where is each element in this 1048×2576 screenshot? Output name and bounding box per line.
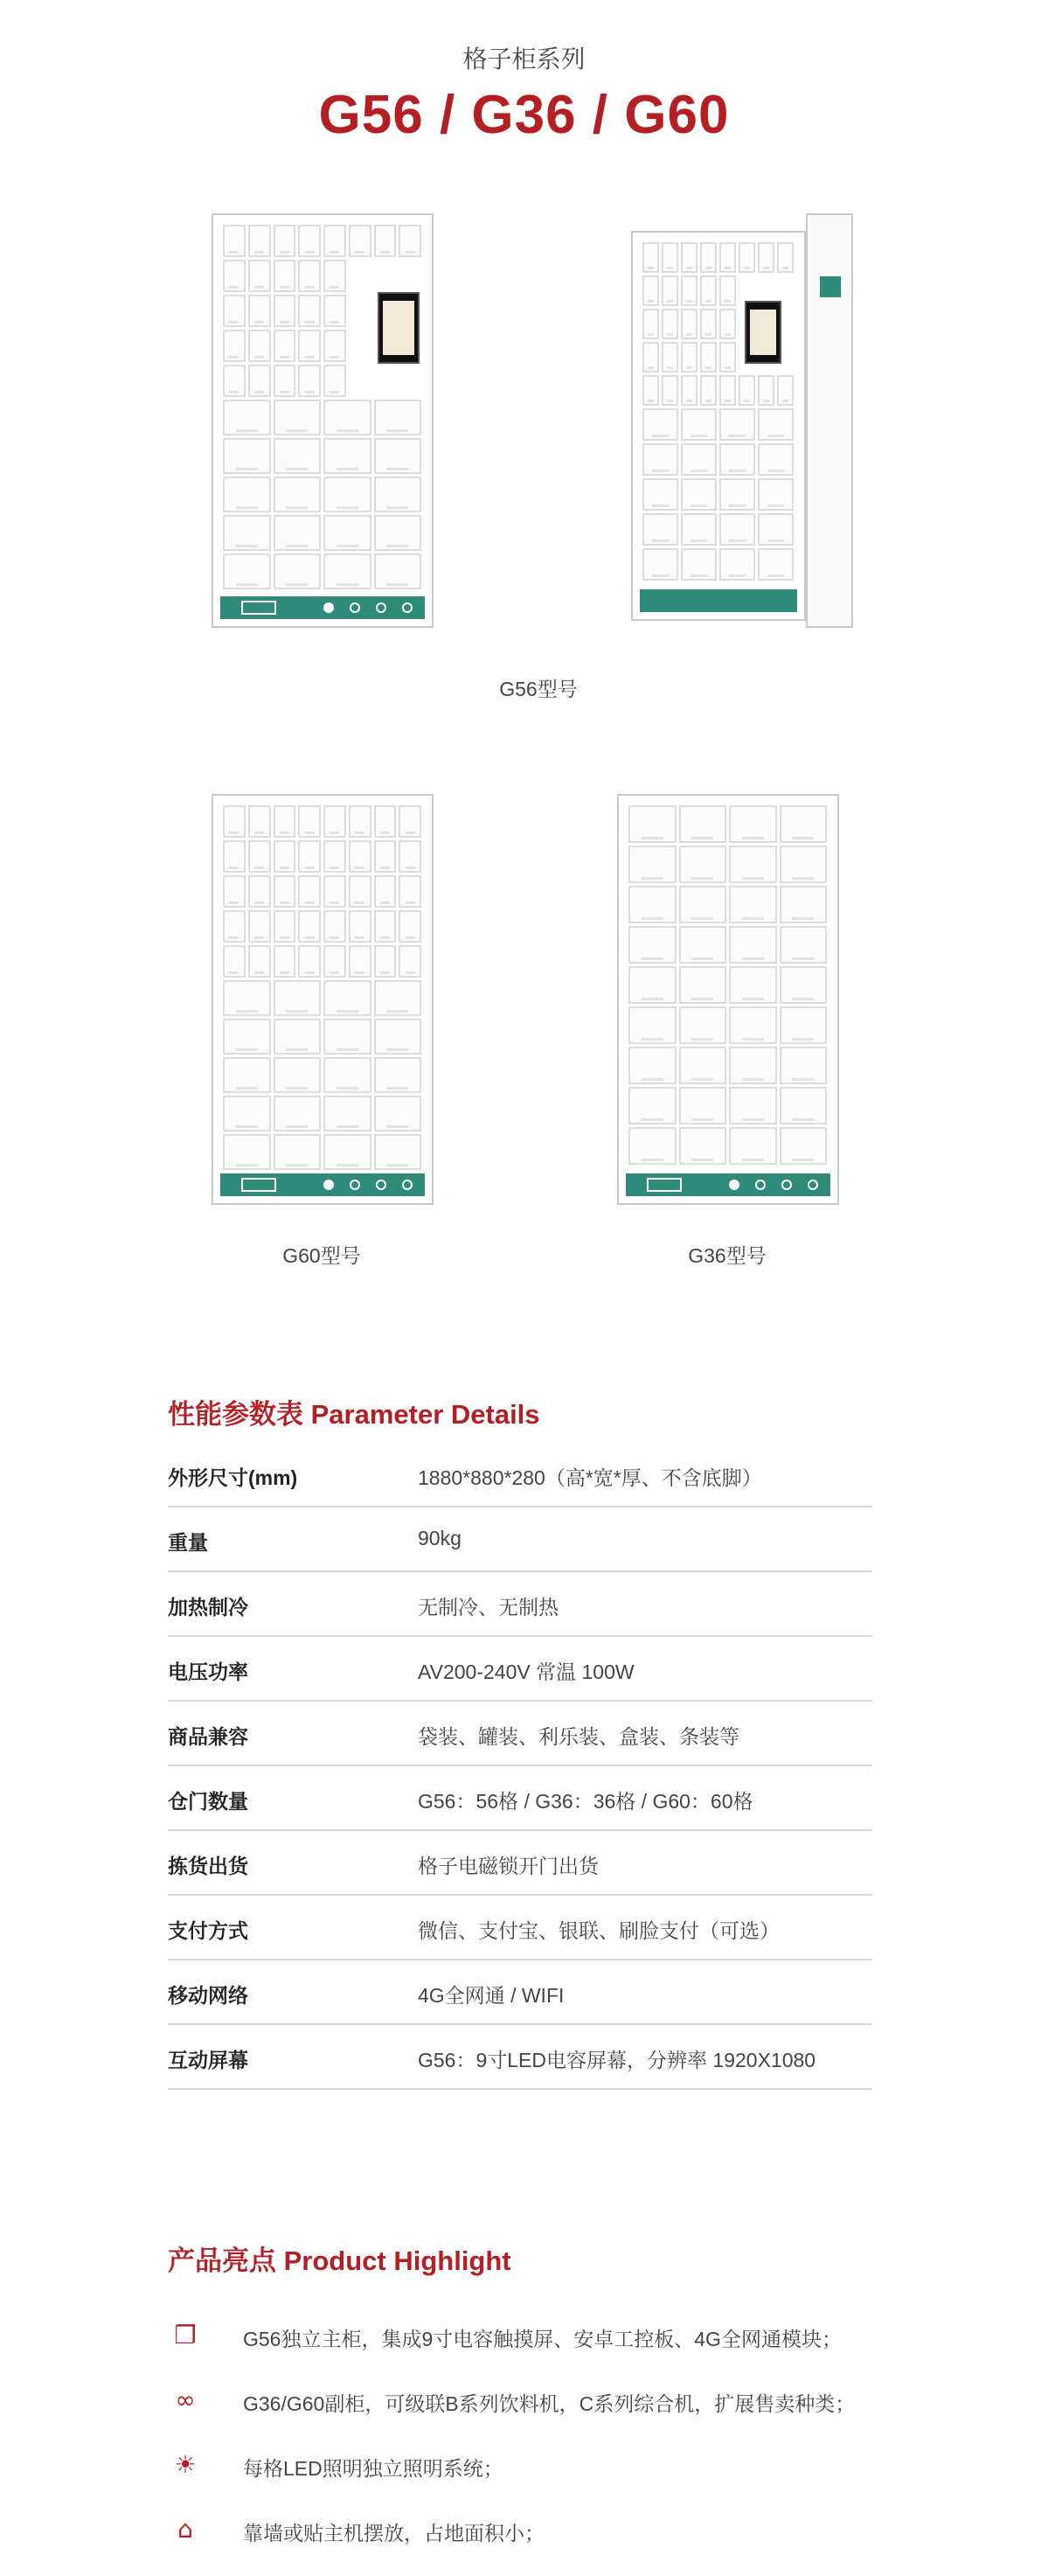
locker-cell [323, 330, 346, 362]
locker-cell [248, 840, 271, 873]
locker-cell [374, 1057, 422, 1093]
locker-cell [223, 1057, 271, 1093]
locker-cell [642, 548, 678, 581]
locker-cell [719, 309, 736, 339]
pay-icon [376, 1180, 386, 1190]
highlight-text: 每格LED照明独立照明系统； [243, 2457, 503, 2480]
locker-cell [298, 945, 321, 978]
locker-cell [274, 225, 296, 257]
locker-cell [374, 980, 422, 1016]
locker-cell [758, 513, 794, 546]
param-value: 4G全网通 / WIFI [418, 1984, 565, 2007]
locker-cell [374, 1019, 422, 1055]
locker-cell [662, 375, 678, 406]
locker-cell [729, 805, 777, 843]
locker-cell [719, 548, 755, 581]
locker-cell [298, 225, 321, 257]
g56-model-label: G56型号 [499, 678, 578, 700]
cabinet-brand-bar [220, 1173, 425, 1196]
locker-cell [700, 309, 717, 339]
locker-cell [223, 1019, 271, 1055]
locker-cell [223, 875, 246, 908]
locker-grid [628, 804, 829, 1172]
table-row [168, 1443, 872, 1507]
locker-cell [642, 513, 678, 546]
locker-cell [719, 275, 736, 306]
locker-cell [662, 309, 678, 339]
locker-cell [349, 225, 371, 257]
locker-cell [679, 966, 727, 1004]
locker-cell [374, 553, 422, 589]
link-icon: ∞ [175, 2385, 196, 2414]
param-label: 重量 [168, 1531, 208, 1554]
locker-cell [681, 548, 717, 581]
table-row [168, 1766, 872, 1831]
brand-logo-icon [241, 601, 276, 615]
locker-cell [729, 1127, 777, 1165]
locker-cell [739, 242, 755, 273]
locker-cell [628, 1087, 677, 1124]
locker-grid [222, 224, 423, 595]
locker-cell [248, 330, 271, 362]
locker-cell [349, 945, 371, 978]
highlight-section-title: 产品亮点 Product Highlight [168, 2245, 511, 2276]
locker-cell [223, 365, 246, 397]
locker-cell [349, 910, 371, 943]
locker-cell [274, 1019, 322, 1055]
locker-cell [323, 1057, 371, 1093]
locker-cell [323, 840, 346, 873]
locker-cell [223, 945, 246, 978]
locker-cell [223, 260, 246, 292]
list-item [168, 2313, 954, 2378]
locker-cell [349, 875, 371, 908]
g36-cabinet-image [617, 794, 839, 1205]
locker-cell [662, 342, 678, 372]
locker-cell [274, 945, 296, 978]
locker-cell [374, 1134, 422, 1170]
locker-cell [274, 438, 322, 474]
locker-cell [399, 910, 421, 943]
locker-cell [298, 875, 321, 908]
locker-cell [223, 980, 271, 1016]
locker-cell [223, 805, 246, 838]
locker-cell [719, 443, 755, 476]
locker-cell [298, 260, 321, 292]
locker-cell [679, 805, 727, 843]
locker-cell [223, 1096, 271, 1131]
locker-cell [642, 408, 678, 441]
locker-cell [780, 886, 828, 923]
locker-cell [298, 295, 321, 327]
locker-cell [223, 438, 271, 474]
pay-icon [376, 602, 386, 613]
locker-cell [323, 945, 346, 978]
locker-grid [642, 241, 795, 588]
cabinet-brand-bar [220, 596, 425, 619]
brand-logo-icon [241, 1178, 276, 1192]
locker-cell [298, 365, 321, 397]
page-title: G56 / G36 / G60 [318, 85, 730, 145]
table-row [168, 1507, 872, 1572]
locker-cell [274, 553, 322, 589]
locker-cell [323, 1019, 371, 1055]
locker-cell [248, 365, 271, 397]
sensor-dot-icon [729, 1180, 739, 1190]
pay-icon [781, 1180, 792, 1190]
locker-cell [248, 225, 271, 257]
locker-cell [679, 1127, 727, 1165]
locker-cell [323, 805, 346, 838]
param-value: 无制冷、无制热 [418, 1596, 559, 1619]
locker-cell [223, 1134, 271, 1170]
locker-cell [628, 1047, 677, 1084]
highlight-text: G36/G60副柜，可级联B系列饮料机，C系列综合机，扩展售卖种类； [243, 2392, 856, 2415]
param-label: 仓门数量 [168, 1790, 248, 1813]
locker-cell [628, 886, 677, 923]
locker-cell [399, 805, 421, 838]
cabinet-side-panel [806, 213, 853, 628]
g36-model-label: G36型号 [688, 1244, 767, 1267]
locker-cell [719, 408, 755, 441]
table-row [168, 1702, 872, 1766]
param-label: 互动屏幕 [168, 2049, 248, 2071]
locker-cell [323, 910, 346, 943]
locker-cell [780, 1006, 828, 1044]
locker-cell [323, 515, 371, 551]
highlight-text: 靠墙或贴主机摆放，占地面积小； [243, 2522, 545, 2545]
param-label: 移动网络 [168, 1984, 248, 2007]
locker-cell [628, 966, 677, 1004]
locker-cell [780, 1127, 828, 1165]
touch-screen [745, 301, 781, 364]
locker-cell [374, 477, 422, 512]
locker-cell [700, 342, 717, 372]
locker-cell [700, 375, 717, 406]
pay-icon [755, 1180, 766, 1190]
locker-cell [719, 375, 736, 406]
locker-cell [274, 910, 296, 943]
locker-cell [758, 548, 794, 581]
locker-cell [223, 477, 271, 512]
locker-cell [758, 443, 794, 476]
locker-cell [729, 1087, 777, 1124]
locker-cell [729, 1047, 777, 1084]
locker-cell [719, 478, 755, 511]
locker-cell [681, 443, 717, 476]
locker-cell [679, 926, 727, 964]
table-row [168, 2025, 872, 2090]
locker-cell [758, 242, 774, 273]
bulb-icon: ☀ [174, 2450, 197, 2479]
locker-cell [642, 478, 678, 511]
list-item [168, 2442, 954, 2507]
locker-cell [729, 846, 777, 883]
param-label: 加热制冷 [168, 1596, 248, 1619]
table-row [168, 1831, 872, 1896]
list-item [168, 2507, 954, 2572]
locker-cell [223, 225, 246, 257]
locker-cell [248, 260, 271, 292]
locker-cell [662, 242, 678, 273]
locker-cell [780, 805, 828, 843]
locker-cell [780, 966, 828, 1004]
list-item [168, 2378, 954, 2442]
locker-cell [642, 375, 659, 406]
table-row [168, 1960, 872, 2025]
locker-cell [274, 400, 322, 435]
locker-cell [323, 225, 346, 257]
locker-cell [777, 242, 794, 273]
g56-cabinet-front-image [212, 213, 434, 628]
locker-cell [223, 295, 246, 327]
locker-cell [374, 400, 422, 435]
locker-cell [349, 805, 371, 838]
locker-cell [374, 805, 397, 838]
locker-cell [323, 365, 346, 397]
locker-cell [374, 225, 397, 257]
locker-cell [223, 515, 271, 551]
locker-cell [248, 910, 271, 943]
param-value: 格子电磁锁开门出货 [418, 1855, 599, 1877]
locker-cell [248, 805, 271, 838]
locker-cell [274, 515, 322, 551]
locker-cell [374, 875, 397, 908]
locker-cell [681, 275, 698, 306]
sensor-dot-icon [323, 602, 334, 613]
locker-cell [681, 309, 698, 339]
brand-logo-icon [820, 276, 841, 297]
table-row [168, 1637, 872, 1702]
locker-cell [274, 840, 296, 873]
locker-cell [642, 309, 659, 339]
locker-cell [323, 438, 371, 474]
param-value: G56：56格 / G36：36格 / G60：60格 [418, 1790, 753, 1813]
locker-cell [642, 342, 659, 372]
locker-cell [679, 846, 727, 883]
param-value: AV200-240V 常温 100W [418, 1660, 635, 1683]
pay-icon [808, 1180, 818, 1190]
locker-cell [679, 1006, 727, 1044]
param-label: 拣货出货 [168, 1855, 248, 1877]
locker-cell [374, 515, 422, 551]
locker-cell [349, 840, 371, 873]
locker-cell [223, 840, 246, 873]
locker-cell [628, 1006, 677, 1044]
locker-cell [719, 513, 755, 546]
locker-cell [719, 242, 736, 273]
locker-cell [758, 478, 794, 511]
locker-cell [700, 242, 717, 273]
locker-cell [274, 805, 296, 838]
locker-cell [777, 375, 794, 406]
locker-cell [729, 1006, 777, 1044]
locker-cell [681, 242, 698, 273]
locker-cell [681, 375, 698, 406]
locker-cell [729, 966, 777, 1004]
locker-cell [374, 438, 422, 474]
locker-cell [323, 477, 371, 512]
locker-cell [374, 840, 397, 873]
locker-cell [274, 875, 296, 908]
locker-cell [681, 408, 717, 441]
locker-cell [298, 805, 321, 838]
locker-cell [399, 225, 421, 257]
locker-cell [323, 260, 346, 292]
param-value: 1880*880*280（高*宽*厚、不含底脚） [418, 1466, 762, 1489]
house-icon: ⌂ [177, 2515, 193, 2544]
locker-cell [729, 926, 777, 964]
locker-cell [323, 400, 371, 435]
brand-logo-icon [647, 1178, 682, 1192]
locker-cell [700, 275, 717, 306]
param-label: 外形尺寸(mm) [168, 1466, 298, 1489]
locker-cell [274, 980, 322, 1016]
locker-cell [681, 342, 698, 372]
locker-cell [223, 553, 271, 589]
locker-cell [679, 1087, 727, 1124]
table-row [168, 1572, 872, 1637]
locker-cell [223, 400, 271, 435]
locker-cell [223, 910, 246, 943]
g60-cabinet-image [212, 794, 434, 1205]
param-label: 支付方式 [168, 1919, 248, 1942]
locker-cell [274, 330, 296, 362]
pay-icon [402, 602, 413, 613]
locker-cell [374, 910, 397, 943]
pay-icon [350, 602, 360, 613]
locker-cell [642, 242, 659, 273]
locker-cell [399, 945, 421, 978]
locker-cell [628, 805, 677, 843]
table-row [168, 1896, 872, 1960]
locker-cell [274, 260, 296, 292]
param-value: 90kg [418, 1527, 462, 1549]
param-label: 商品兼容 [168, 1725, 248, 1748]
locker-cell [758, 408, 794, 441]
locker-cell [642, 443, 678, 476]
locker-cell [662, 275, 678, 306]
parameter-section-title: 性能参数表 Parameter Details [168, 1399, 540, 1430]
locker-cell [274, 1057, 322, 1093]
locker-cell [374, 1096, 422, 1131]
locker-cell [642, 275, 659, 306]
param-value: G56：9寸LED电容屏幕，分辨率 1920X1080 [418, 2049, 816, 2071]
locker-cell [399, 840, 421, 873]
locker-cell [679, 886, 727, 923]
locker-cell [758, 375, 774, 406]
locker-cell [323, 553, 371, 589]
locker-cell [739, 375, 755, 406]
sensor-dot-icon [323, 1180, 334, 1190]
cabinet-brand-bar [640, 589, 797, 612]
touch-screen [378, 292, 420, 364]
locker-cell [323, 1096, 371, 1131]
pay-icon [350, 1180, 360, 1190]
locker-cell [274, 1134, 322, 1170]
param-value: 袋装、罐装、利乐装、盒装、条装等 [418, 1725, 739, 1748]
locker-cell [223, 330, 246, 362]
locker-cell [780, 846, 828, 883]
cube-icon: ❒ [174, 2321, 197, 2350]
locker-cell [274, 1096, 322, 1131]
locker-cell [780, 926, 828, 964]
locker-cell [399, 875, 421, 908]
locker-cell [274, 295, 296, 327]
locker-cell [681, 478, 717, 511]
locker-cell [323, 1134, 371, 1170]
locker-cell [298, 840, 321, 873]
locker-cell [274, 477, 322, 512]
locker-cell [323, 980, 371, 1016]
highlight-text: G56独立主柜，集成9寸电容触摸屏、安卓工控板、4G全网通模块； [243, 2328, 842, 2350]
locker-cell [729, 886, 777, 923]
locker-cell [248, 295, 271, 327]
locker-grid [222, 804, 423, 1172]
locker-cell [298, 330, 321, 362]
locker-cell [780, 1047, 828, 1084]
locker-cell [323, 875, 346, 908]
param-label: 电压功率 [168, 1660, 248, 1683]
param-value: 微信、支付宝、银联、刷脸支付（可选） [418, 1919, 780, 1942]
cabinet-brand-bar [626, 1173, 830, 1196]
locker-cell [719, 342, 736, 372]
g60-model-label: G60型号 [282, 1244, 361, 1267]
locker-cell [681, 513, 717, 546]
parameter-table [168, 1443, 872, 2090]
locker-cell [374, 945, 397, 978]
series-subtitle: 格子柜系列 [462, 45, 586, 73]
locker-cell [248, 875, 271, 908]
locker-cell [628, 926, 677, 964]
locker-cell [323, 295, 346, 327]
highlight-list [168, 2313, 954, 2572]
pay-icon [402, 1180, 413, 1190]
locker-cell [628, 846, 677, 883]
locker-cell [248, 945, 271, 978]
locker-cell [628, 1127, 677, 1165]
locker-cell [274, 365, 296, 397]
locker-cell [298, 910, 321, 943]
locker-cell [780, 1087, 828, 1124]
locker-cell [679, 1047, 727, 1084]
